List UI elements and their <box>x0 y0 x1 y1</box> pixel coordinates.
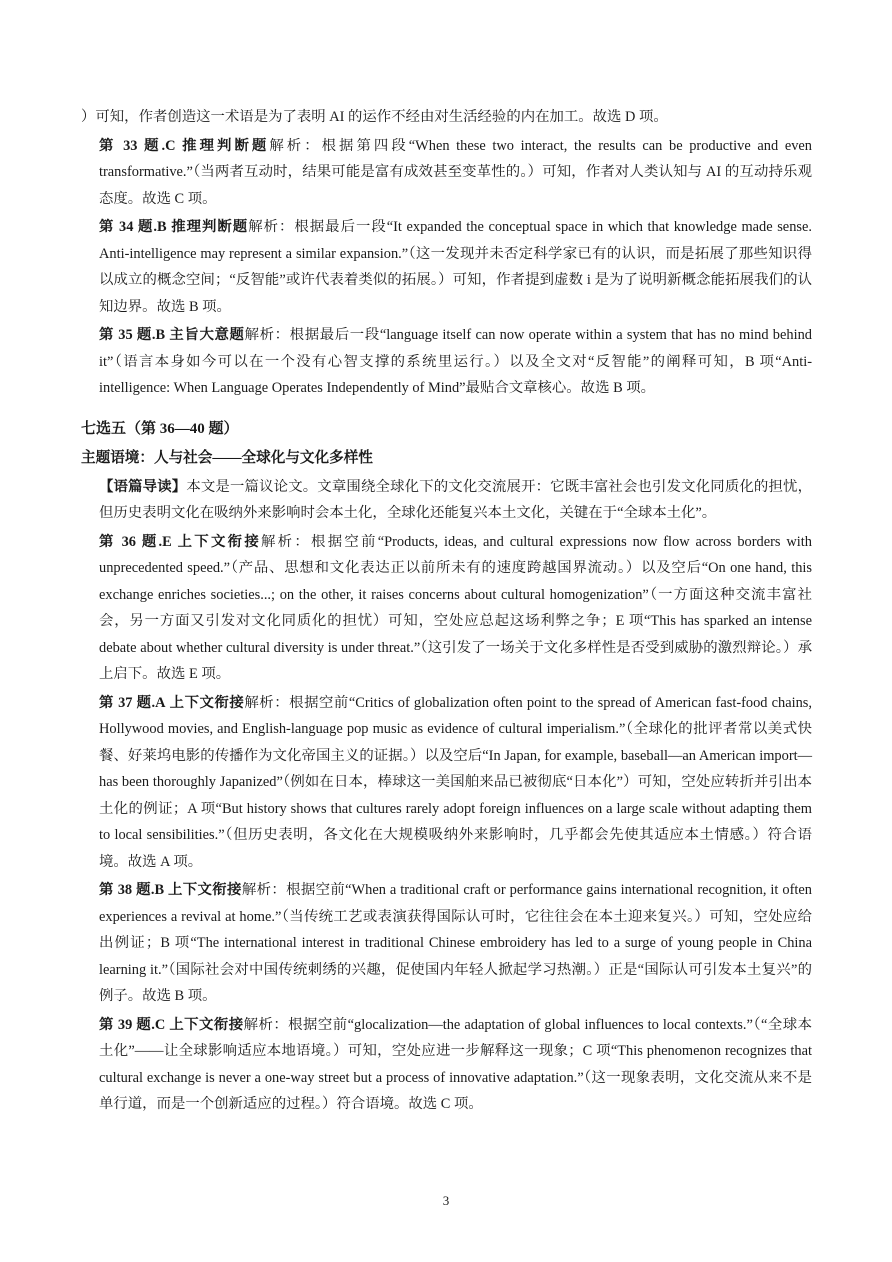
question-36-kind: 上下文衔接 <box>177 533 261 550</box>
section-title: 七选五（第 36—40 题） <box>81 420 239 437</box>
question-34-kind: 推理判断题 <box>171 219 249 235</box>
question-35 <box>99 322 812 402</box>
question-33 <box>99 133 812 213</box>
question-36 <box>99 529 812 688</box>
question-39-text: 解析：根据空前“glocalization—the adaptation of global influences to local contexts.”（“全球本土化”——让全球影响适应本地语境。）可知，空处应进一步解释这一现象；C 项“This phenomenon recognizes that cultural exchange is never a one-way street but a process of innovative adaptation.”（这一现象表明，文化交流从来不是单行道，而是一个创新适应的过程。）符合语境。故选 C 项。 <box>99 1016 812 1112</box>
question-37-kind: 上下文衔接 <box>169 694 245 711</box>
question-37-text: 解析：根据空前“Critics of globalization often point to the spread of American fast-food chains, Hollywood movies, and English-language pop music as evidence of cultural imperialism.”（全球化的批评者常以美式快餐、好莱坞电影的传播作为文化帝国主义的证据。）以及空后“In Japan, for example, baseball—an American import—has been thoroughly Japanized”（例如在日本，棒球这一美国舶来品已被彻底“日本化”）可知，空处应转折并引出本土化的例证；A 项“But history shows that cultures rarely adopt foreign influences on a large scale without adapting them to local sensibilities.”（但历史表明，各文化在大规模吸纳外来影响时，几乎都会先使其适应本土情感。）符合语境。故选 A 项。 <box>99 694 812 870</box>
top-continuation: ）可知，作者创造这一术语是为了表明 AI 的运作不经由对生活经验的内在加工。故选 D 项。 <box>81 109 668 125</box>
theme-context: 主题语境：人与社会——全球化与文化多样性 <box>81 449 373 466</box>
question-38-kind: 上下文衔接 <box>168 882 242 898</box>
question-35-text: 解析：根据最后一段“language itself can now operate within a system that has no mind behind it”（语言本身如今可以在一个没有心智支撑的系统里运行。）以及全文对“反智能”的阐释可知，B 项“Anti-intelligence: When Language Operates Independently of Mind”最贴合文章核心。故选 B 项。 <box>99 327 812 396</box>
question-34 <box>99 214 812 320</box>
reading-guide-text: 本文是一篇议论文。文章围绕全球化下的文化交流展开：它既丰富社会也引发文化同质化的担忧，但历史表明文化在吸纳外来影响时会本土化，全球化还能复兴本土文化，关键在于“全球本土化”。 <box>99 478 812 521</box>
question-33-text: 解析：根据第四段“When these two interact, the results can be productive and even transformative.”（当两者互动时，结果可能是富有成效甚至变革性的。）可知，作者对人类认知与 AI 的互动持乐观态度。故选 C 项。 <box>99 137 812 207</box>
question-39-label: 第 39 题.C <box>99 1016 166 1033</box>
question-33-kind: 推理判断题 <box>182 137 270 154</box>
question-35-label: 第 35 题.B <box>99 327 166 343</box>
question-33-label: 第 33 题.C <box>99 137 176 154</box>
document-page <box>81 104 812 1118</box>
page-number: 3 <box>442 1193 450 1208</box>
reading-guide <box>99 474 812 527</box>
question-36-text: 解析：根据空前“Products, ideas, and cultural expressions now flow across borders with unprecedented speed.”（产品、思想和文化表达正以前所未有的速度跨越国界流动。）以及空后“On one hand, this exchange enriches societies...; on the other, it raises concerns about cultural homogenization”（一方面这种交流丰富社会，另一方面又引发对文化同质化的担忧）可知，空处应总起这场利弊之争；E 项“This has sparked an intense debate about whether cultural diversity is under threat.”（这引发了一场关于文化多样性是否受到威胁的激烈辩论。）承上启下。故选 E 项。 <box>99 533 812 682</box>
question-37-label: 第 37 题.A <box>99 694 166 711</box>
question-38-text: 解析：根据空前“When a traditional craft or performance gains international recognition, it often experiences a revival at home.”（当传统工艺或表演获得国际认可时，它往往会在本土迎来复兴。）可知，空处应给出例证；B 项“The international interest in traditional Chinese embroidery has led to a surge of young people in China learning it.”（国际社会对中国传统刺绣的兴趣，促使国内年轻人掀起学习热潮。）正是“国际认可引发本土复兴”的例子。故选 B 项。 <box>99 882 812 1004</box>
question-37 <box>99 690 812 876</box>
question-34-text: 解析：根据最后一段“It expanded the conceptual space in which that knowledge made sense. Anti-intelligence may represent a similar expansion.”（这一发现并未否定科学家已有的认识，而是拓展了那些知识得以成立的概念空间；“反智能”或许代表着类似的拓展。）可知，作者提到虚数 i 是为了说明新概念能拓展我们的认知边界。故选 B 项。 <box>99 219 812 315</box>
question-35-kind: 主旨大意题 <box>169 327 245 343</box>
question-38 <box>99 877 812 1010</box>
question-39-kind: 上下文衔接 <box>169 1016 244 1033</box>
question-34-label: 第 34 题.B <box>99 219 167 235</box>
question-39 <box>99 1012 812 1118</box>
question-36-label: 第 36 题.E <box>99 533 172 550</box>
reading-guide-label: 【语篇导读】 <box>99 478 187 495</box>
question-38-label: 第 38 题.B <box>99 882 165 898</box>
